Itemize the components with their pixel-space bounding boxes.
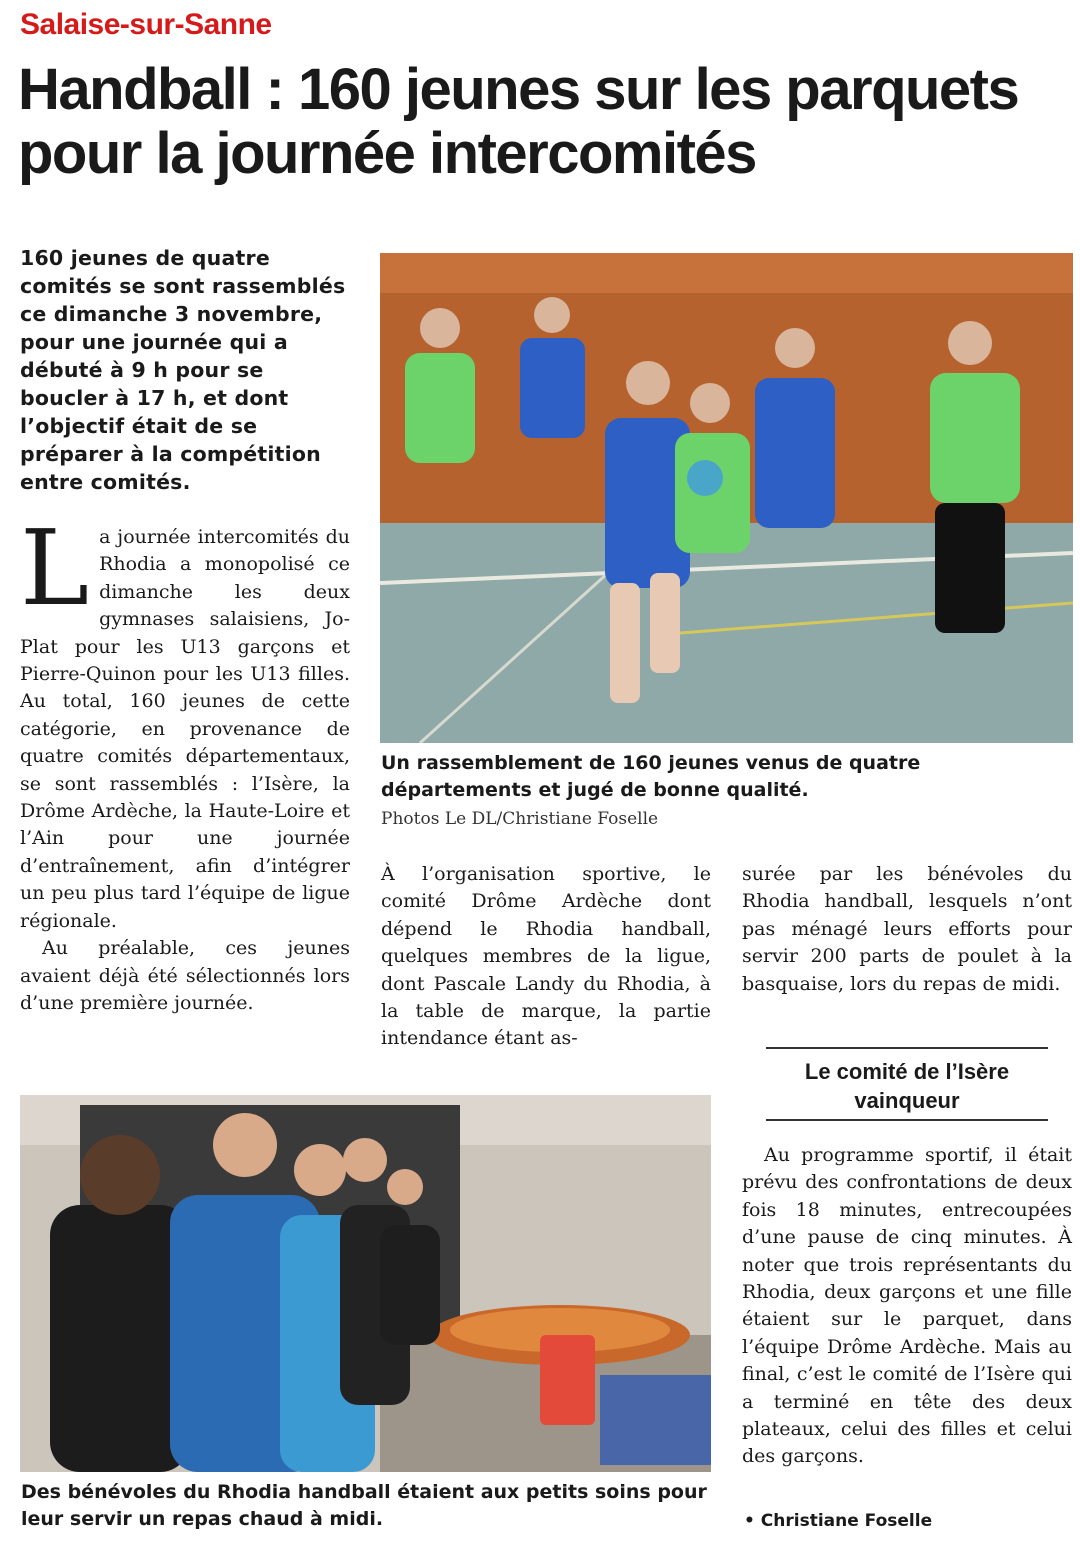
subhead: Le comité de l’Isère vainqueur <box>766 1047 1048 1121</box>
body-column-3-text: surée par les bénévoles du Rhodia handball, lesquels n’ont pas ménagé leurs efforts pour servir 200 parts de poulet à la basquaise, lors du repas de midi. <box>742 863 1072 995</box>
body-column-3b-text: Au programme sportif, il était prévu des confrontations de deux fois 18 minutes, entrecoupées d’une pause de cinq minutes. À noter que trois représentants du Rhodia, deux garçons et une fille étaient sur le parquet, dans l’équipe Drôme Ardèche. Mais au final, c’est le comité de l’Isère qui a terminé en tête des deux plateaux, celui des filles et celui des garçons. <box>742 1144 1072 1468</box>
body-column-3 <box>742 861 1072 998</box>
kicker: Salaise-sur-Sanne <box>20 8 272 41</box>
chapo: 160 jeunes de quatre comités se sont rassemblés ce dimanche 3 novembre, pour une journée qui a débuté à 9 h pour se boucler à 17 h, et dont l’objectif était de se préparer à la compétition entre comités. <box>20 246 346 494</box>
body-column-1 <box>20 507 350 1017</box>
body-column-3b <box>742 1142 1072 1471</box>
body-paragraph-1: a journée intercomités du Rhodia a monopolisé ce dimanche les deux gymnases salaisiens, Jo-Plat pour les U13 garçons et Pierre-Quinon pour les U13 filles. Au total, 160 jeunes de cette catégorie, en provenance de quatre comités départementaux, se sont rassemblés : l’Isère, la Drôme Ardèche, la Haute-Loire et l’Ain pour une journée d’entraînement, afin d’intégrer un peu plus tard l’équipe de ligue régionale. <box>20 526 350 932</box>
body-column-2 <box>381 861 711 1053</box>
signature: • Christiane Foselle <box>744 1511 933 1531</box>
photo2-caption: Des bénévoles du Rhodia handball étaient aux petits soins pour leur servir un repas chaud à midi. <box>21 1481 707 1530</box>
handball-photo <box>380 253 1073 743</box>
volunteers-photo <box>20 1095 711 1472</box>
body-paragraph-2: Au préalable, ces jeunes avaient déjà été sélectionnés lors d’une première journée. <box>20 937 350 1014</box>
headline: Handball : 160 jeunes sur les parquets pour la journée intercomités <box>18 57 1019 186</box>
body-column-2-text: À l’organisation sportive, le comité Drôme Ardèche dont dépend le Rhodia handball, quelques membres de la ligue, dont Pascale Landy du Rhodia, à la table de marque, la partie intendance étant as- <box>381 863 711 1050</box>
dropcap: L <box>20 507 90 629</box>
photo1-caption: Un rassemblement de 160 jeunes venus de quatre départements et jugé de bonne qualité. <box>381 752 921 801</box>
photo1-credit: Photos Le DL/Christiane Foselle <box>381 809 659 829</box>
